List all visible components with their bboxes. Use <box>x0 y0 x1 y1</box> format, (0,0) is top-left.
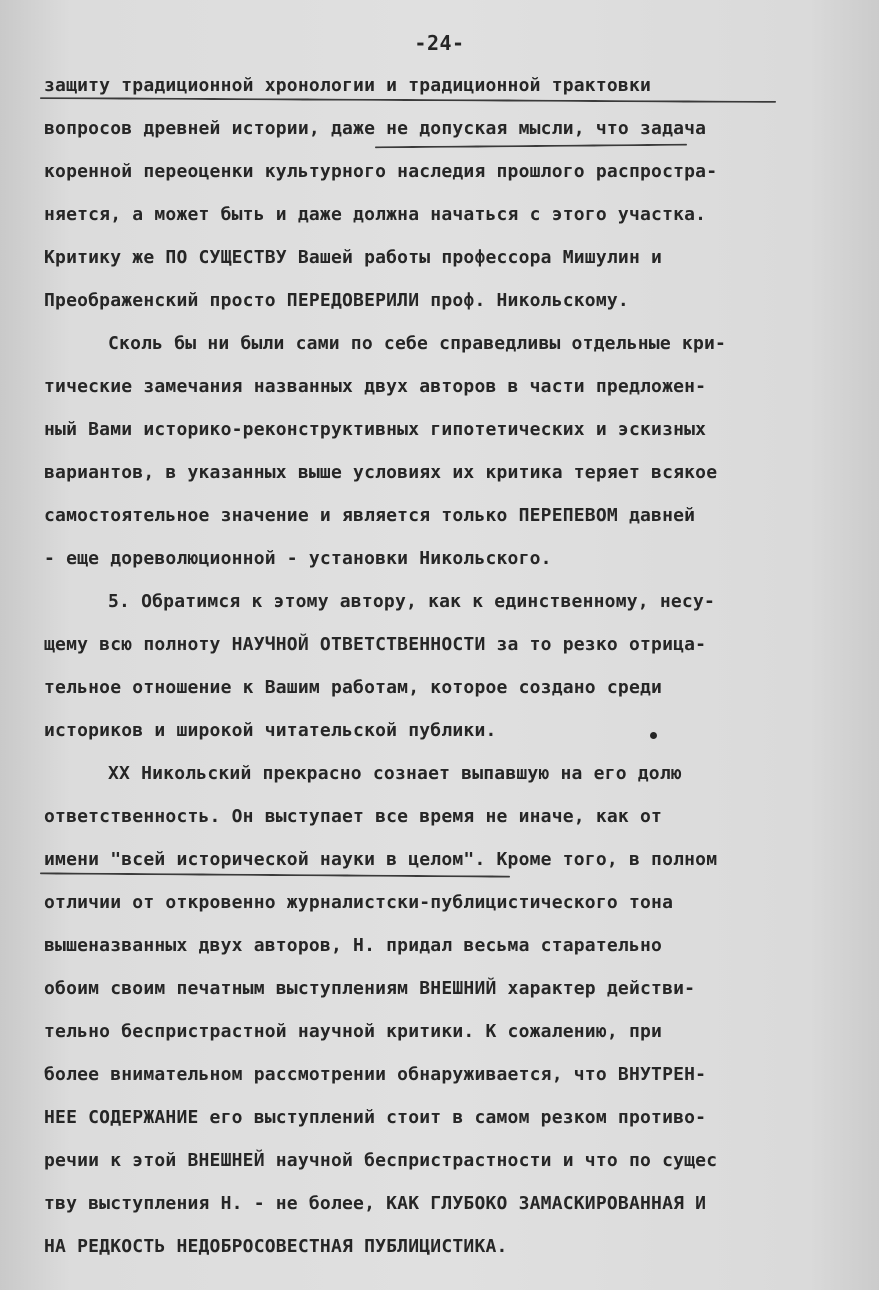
text-line: 5. Обратимся к этому автору, как к единственному, несу- <box>108 591 716 612</box>
text-line: вышеназванных двух авторов, Н. придал весьма старательно <box>44 935 663 956</box>
text-line: - еще дореволюционной - установки Никольского. <box>44 548 552 569</box>
text-line: ХХ Никольский прекрасно сознает выпавшую на его долю <box>108 763 682 784</box>
text-line: ный Вами историко-реконструктивных гипотетических и эскизных <box>44 419 707 440</box>
text-line: няется, а может быть и даже должна начаться с этого участка. <box>44 204 707 225</box>
text-line: НЕЕ СОДЕРЖАНИЕ его выступлений стоит в самом резком противо- <box>44 1107 707 1128</box>
text-line: вопросов древней истории, даже не допуская мысли, что задача <box>44 118 707 139</box>
text-line: отличии от откровенно журналистски-публицистического тона <box>44 892 674 913</box>
text-line: тельно беспристрастной научной критики. К сожалению, при <box>44 1021 663 1042</box>
text-line: тические замечания названных двух авторов в части предложен- <box>44 376 707 397</box>
text-line: Критику же ПО СУЩЕСТВУ Вашей работы профессора Мишулин и <box>44 247 663 268</box>
text-line: Преображенский просто ПЕРЕДОВЕРИЛИ проф. Никольскому. <box>44 290 629 311</box>
text-line: имени "всей исторической науки в целом". Кроме того, в полном <box>44 849 718 870</box>
text-line: самостоятельное значение и является только ПЕРЕПЕВОМ давней <box>44 505 696 526</box>
text-line: Сколь бы ни были сами по себе справедливы отдельные кри- <box>108 333 727 354</box>
text-line: обоим своим печатным выступлениям ВНЕШНИЙ характер действи- <box>44 978 696 999</box>
handwritten-underline <box>375 144 687 149</box>
text-line: тву выступления Н. - не более, КАК ГЛУБОКО ЗАМАСКИРОВАННАЯ И <box>44 1193 707 1214</box>
text-line: щему всю полноту НАУЧНОЙ ОТВЕТСТВЕННОСТИ за то резко отрица- <box>44 634 707 655</box>
text-line: историков и широкой читательской публики. <box>44 720 497 741</box>
handwritten-underline <box>40 872 510 877</box>
text-line: ответственность. Он выступает все время не иначе, как от <box>44 806 663 827</box>
text-line: защиту традиционной хронологии и традиционной трактовки <box>44 75 652 96</box>
text-line: НА РЕДКОСТЬ НЕДОБРОСОВЕСТНАЯ ПУБЛИЦИСТИКА. <box>44 1236 508 1257</box>
ink-dot <box>650 732 657 739</box>
text-line: коренной переоценки культурного наследия прошлого распростра- <box>44 161 718 182</box>
page-number: -24- <box>414 31 465 55</box>
text-line: более внимательном рассмотрении обнаруживается, что ВНУТРЕН- <box>44 1064 707 1085</box>
text-line: тельное отношение к Вашим работам, которое создано среди <box>44 677 663 698</box>
text-line: вариантов, в указанных выше условиях их критика теряет всякое <box>44 462 718 483</box>
handwritten-underline <box>40 97 776 103</box>
text-line: речии к этой ВНЕШНЕЙ научной беспристрастности и что по сущес <box>44 1150 718 1171</box>
